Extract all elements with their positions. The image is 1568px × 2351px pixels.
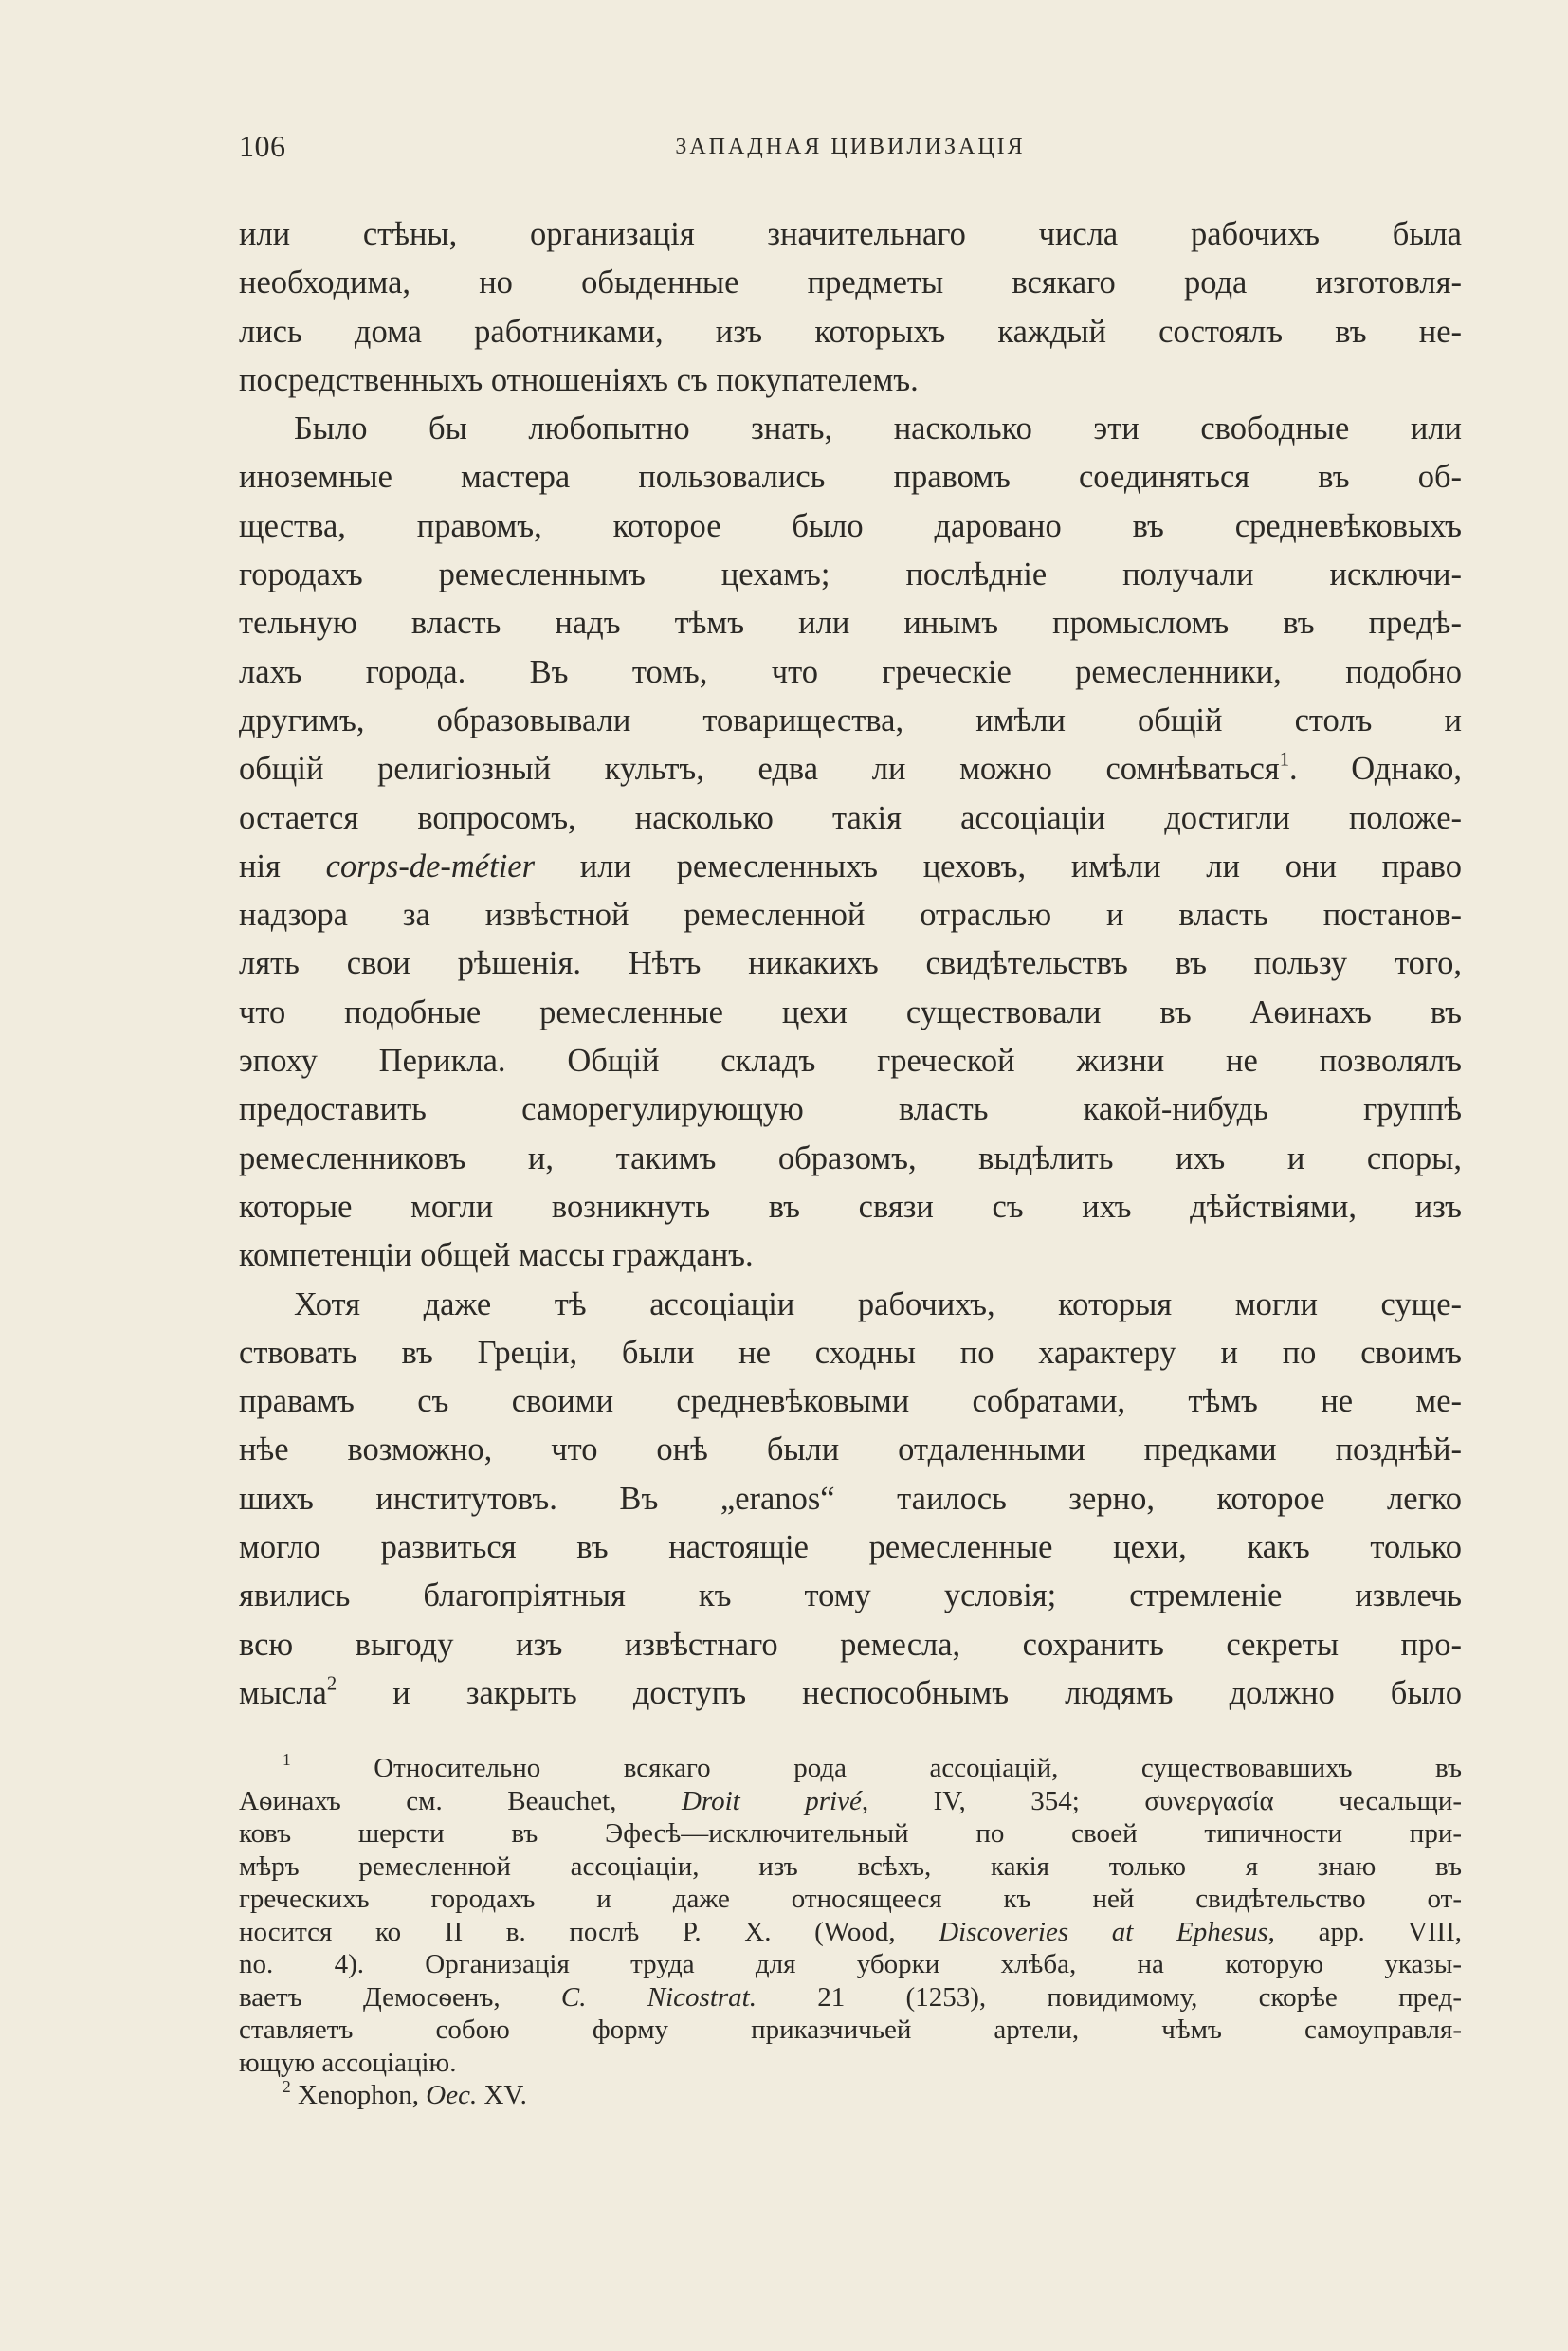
- text-run: ствовать въ Греціи, были не сходны по характеру и по своимъ: [239, 1334, 1462, 1371]
- body-line: [239, 502, 1462, 551]
- text-run: надзора за извѣстной ремесленной отраслью и власть постанов-: [239, 897, 1462, 934]
- body-line: [239, 1669, 1462, 1718]
- text-run: носится ко II в. послѣ Р. X. (Wood,: [239, 1916, 939, 1947]
- text-run: щества, правомъ, которое было даровано въ средневѣковыхъ: [239, 507, 1462, 544]
- italic-text: corps-de-métier: [325, 847, 536, 884]
- text-run: греческихъ городахъ и даже относящееся къ ней свидѣтельство от-: [239, 1884, 1462, 1914]
- footnote-line: [239, 1981, 1462, 2014]
- body-line: [239, 648, 1462, 697]
- body-line: [239, 356, 1462, 405]
- body-line: [239, 1523, 1462, 1572]
- body-line: [239, 1037, 1462, 1085]
- text-run: другимъ, образовывали товарищества, имѣли общій столъ и: [239, 702, 1462, 738]
- body-line: [239, 939, 1462, 988]
- text-run: нѣе возможно, что онѣ были отдаленными предками позднѣй-: [239, 1431, 1462, 1468]
- body-line: [239, 843, 1462, 891]
- body-line: [239, 1475, 1462, 1523]
- text-run: Хотя даже тѣ ассоціаціи рабочихъ, которыя могли суще-: [294, 1285, 1462, 1322]
- page-header: [239, 129, 1462, 167]
- body-line: [239, 1426, 1462, 1474]
- text-run: 21 (1253), повидимому, скорѣе пред-: [756, 1981, 1462, 2013]
- footnote-line: [239, 2047, 1462, 2080]
- footnote-line: [239, 1948, 1462, 1981]
- text-run: Было бы любопытно знать, насколько эти свободные или: [294, 410, 1462, 447]
- footnote-line: [239, 1916, 1462, 1949]
- body-line: [239, 308, 1462, 356]
- text-run: , app. VIII,: [1267, 1916, 1462, 1947]
- body-line: [239, 1183, 1462, 1231]
- body-line: [239, 453, 1462, 501]
- footnote-line: [239, 1752, 1462, 1785]
- text-run: посредственныхъ отношеніяхъ съ покупателемъ.: [239, 361, 919, 398]
- body-line: [239, 1572, 1462, 1620]
- body-line: [239, 1085, 1462, 1134]
- running-title: ЗАПАДНАЯ ЦИВИЛИЗАЦІЯ: [675, 135, 1026, 159]
- text-run: шихъ институтовъ. Въ „eranos“ таилось зерно, которое легко: [239, 1480, 1462, 1517]
- main-text: [239, 210, 1462, 1718]
- body-line: [239, 259, 1462, 307]
- body-line: [239, 697, 1462, 745]
- footnote-ref: 2: [326, 1673, 337, 1695]
- footnote-line: [239, 1785, 1462, 1818]
- footnote-line: [239, 1883, 1462, 1916]
- footnote-ref: 1: [1279, 749, 1290, 771]
- text-run: предоставить саморегулирующую власть какой-нибудь группѣ: [239, 1091, 1462, 1128]
- body-line: [239, 1135, 1462, 1183]
- text-run: иноземные мастера пользовались правомъ соединяться въ об-: [239, 459, 1462, 496]
- text-run: , IV, 354; συνεργασία чесальщи-: [861, 1785, 1462, 1816]
- text-run: что подобные ремесленные цехи существовали въ Аѳинахъ въ: [239, 993, 1462, 1030]
- body-line: [239, 1377, 1462, 1426]
- text-run: и закрыть доступъ неспособнымъ людямъ должно было: [337, 1674, 1462, 1711]
- text-run: лахъ города. Въ томъ, что греческіе ремесленники, подобно: [239, 653, 1462, 690]
- text-run: no. 4). Организація труда для уборки хлѣба, на которую указы-: [239, 1949, 1462, 1979]
- text-run: XV.: [477, 2080, 527, 2110]
- text-run: общій религіозный культъ, едва ли можно сомнѣваться: [239, 751, 1280, 788]
- text-run: лись дома работниками, изъ которыхъ каждый состоялъ въ не-: [239, 313, 1462, 350]
- text-run: правамъ съ своими средневѣковыми собратами, тѣмъ не ме-: [239, 1383, 1462, 1420]
- body-line: [239, 745, 1462, 793]
- footnote-line: [239, 2079, 1462, 2112]
- text-run: необходима, но обыденные предметы всякаго рода изготовля-: [239, 264, 1462, 301]
- body-line: [239, 1329, 1462, 1377]
- text-run: явились благопріятныя къ тому условія; стремленіе извлечь: [239, 1577, 1462, 1614]
- body-line: [239, 794, 1462, 843]
- text-run: лять свои рѣшенія. Нѣтъ никакихъ свидѣтельствъ въ пользу того,: [239, 945, 1462, 982]
- text-run: компетенціи общей массы гражданъ.: [239, 1237, 754, 1274]
- body-line: [239, 891, 1462, 939]
- text-run: мѣръ ремесленной ассоціаціи, изъ всѣхъ, какія только я знаю въ: [239, 1850, 1462, 1882]
- italic-text: Droit privé: [681, 1785, 862, 1816]
- text-run: Относительно всякаго рода ассоціацій, существовавшихъ въ: [290, 1753, 1462, 1783]
- text-run: ваетъ Демосѳенъ,: [239, 1981, 561, 2013]
- footnotes: [239, 1752, 1462, 2112]
- footnote-ref: 2: [283, 2079, 291, 2096]
- text-run: ющую ассоціацію.: [239, 2047, 457, 2078]
- footnote-ref: 1: [283, 1752, 291, 1769]
- text-run: которые могли возникнуть въ связи съ ихъ дѣйствіями, изъ: [239, 1188, 1462, 1225]
- text-run: могло развиться въ настоящіе ремесленные цехи, какъ только: [239, 1529, 1462, 1566]
- body-line: [239, 405, 1462, 453]
- text-run: всю выгоду изъ извѣстнаго ремесла, сохранить секреты про-: [239, 1626, 1462, 1663]
- italic-text: C. Nicostrat.: [560, 1981, 757, 2013]
- text-run: ковъ шерсти въ Эфесѣ—исключительный по своей типичности при-: [239, 1818, 1462, 1849]
- text-run: ремесленниковъ и, такимъ образомъ, выдѣлить ихъ и споры,: [239, 1139, 1462, 1176]
- body-line: [239, 1621, 1462, 1669]
- body-line: [239, 1281, 1462, 1329]
- body-line: [239, 551, 1462, 599]
- text-run: Xenophon,: [290, 2080, 427, 2110]
- body-line: [239, 989, 1462, 1037]
- body-line: [239, 1231, 1462, 1280]
- body-line: [239, 599, 1462, 647]
- footnote-line: [239, 1817, 1462, 1850]
- text-run: ставляетъ собою форму приказчичьей артели, чѣмъ самоуправля-: [239, 2014, 1462, 2045]
- italic-text: Oec.: [426, 2080, 478, 2110]
- text-run: остается вопросомъ, насколько такія ассоціаціи достигли положе-: [239, 799, 1462, 836]
- text-run: Аѳинахъ см. Beauchet,: [239, 1785, 682, 1816]
- body-line: [239, 210, 1462, 259]
- text-run: или ремесленныхъ цеховъ, имѣли ли они право: [535, 847, 1462, 884]
- text-run: нія: [239, 847, 326, 884]
- text-run: городахъ ремесленнымъ цехамъ; послѣдніе получали исключи-: [239, 556, 1462, 593]
- page-number: 106: [239, 129, 286, 163]
- text-run: эпоху Перикла. Общій складъ греческой жизни не позволялъ: [239, 1043, 1462, 1080]
- text-run: или стѣны, организація значительнаго числа рабочихъ была: [239, 216, 1462, 252]
- text-run: тельную власть надъ тѣмъ или инымъ промысломъ въ предѣ-: [239, 605, 1462, 642]
- footnote-line: [239, 1850, 1462, 1884]
- text-run: мысла: [239, 1674, 327, 1711]
- italic-text: Discoveries at Ephesus: [939, 1916, 1268, 1947]
- footnote-line: [239, 2014, 1462, 2047]
- text-run: . Однако,: [1289, 751, 1462, 788]
